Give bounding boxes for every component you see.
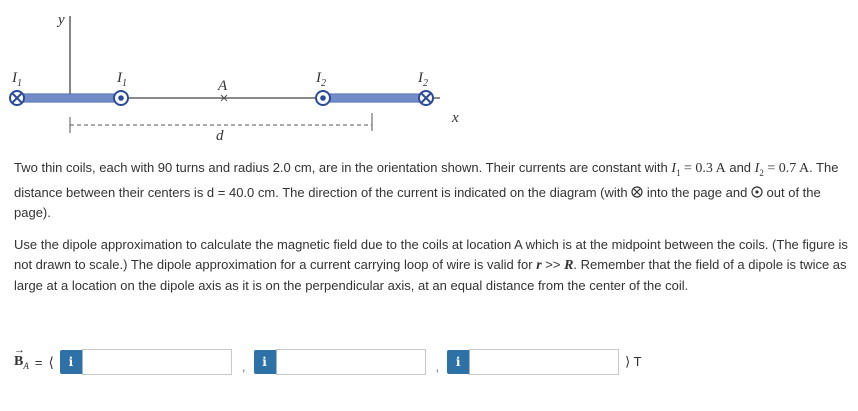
out-of-page-icon <box>751 186 763 198</box>
problem-paragraph-2 <box>14 235 848 296</box>
symbol-R: R <box>564 257 574 273</box>
coil-diagram <box>0 0 858 150</box>
answer-field-z <box>447 349 619 375</box>
label-i2-left: $I_2$ <box>316 70 326 89</box>
equals-sign: = <box>34 354 43 370</box>
answer-field-y <box>254 349 426 375</box>
label-i2-right: $I_2$ <box>418 70 428 89</box>
answer-input-z[interactable] <box>469 349 619 375</box>
out-of-page-icon <box>114 91 128 105</box>
current-i2: $I_2 = 0.7$ A <box>754 161 810 178</box>
current-i1: $I_1 = 0.3$ A <box>671 161 726 178</box>
answer-input-x[interactable] <box>82 349 232 375</box>
problem-statement <box>14 158 848 308</box>
text-segment: into the page and <box>643 184 751 200</box>
symbol-r: r <box>536 257 542 273</box>
label-i1-right: $I_1$ <box>117 70 127 89</box>
info-icon[interactable]: i <box>60 350 82 374</box>
vector-b-a-label: → $B_A$ <box>14 343 29 371</box>
vector-arrow-icon: → <box>14 343 25 356</box>
into-page-icon <box>419 91 433 105</box>
x-axis-label: x <box>452 110 459 126</box>
y-axis-label: y <box>58 12 65 28</box>
out-of-page-icon <box>316 91 330 105</box>
text-segment: . Remember that the field of a dipole is twice as large at a location on the dipole axis as it is on the perpendicular axis, at an equal distance from the center of the coil. <box>14 256 847 293</box>
comma-separator: , <box>241 359 246 374</box>
problem-paragraph-1 <box>14 158 848 223</box>
text-segment: Two thin coils, each with 90 turns and radius 2.0 cm, are in the orientation shown. Their currents are constant with <box>14 160 672 175</box>
coil-1 <box>16 94 122 102</box>
text-segment: >> <box>541 256 565 272</box>
answer-input-y[interactable] <box>276 349 426 375</box>
text-segment: Use the dipole approximation to calculate the magnetic field due to the coils at location A which is at the midpoint between the coils. (The figure is not drawn to scale.) The dipole approximation for a current carrying loop of wire is valid for <box>14 236 848 272</box>
label-a: A <box>218 78 228 94</box>
text-segment: . The distance between their centers is d = 40.0 cm. The direction of the current is indicated on the diagram (with <box>14 160 839 200</box>
label-i1-left: $I_1$ <box>12 70 22 89</box>
into-page-icon <box>631 186 643 198</box>
comma-separator: , <box>435 359 440 374</box>
open-bracket: ⟨ <box>48 353 54 370</box>
label-d: d <box>216 128 224 144</box>
info-icon[interactable]: i <box>254 350 276 374</box>
answer-field-x <box>60 349 232 375</box>
into-page-icon <box>10 91 24 105</box>
coil-2 <box>322 94 426 102</box>
answer-row <box>14 343 854 378</box>
text-segment: and <box>725 160 755 175</box>
close-bracket-unit: ⟩ T <box>625 354 642 369</box>
info-icon[interactable]: i <box>447 350 469 374</box>
text-segment: out of the page). <box>14 184 821 220</box>
